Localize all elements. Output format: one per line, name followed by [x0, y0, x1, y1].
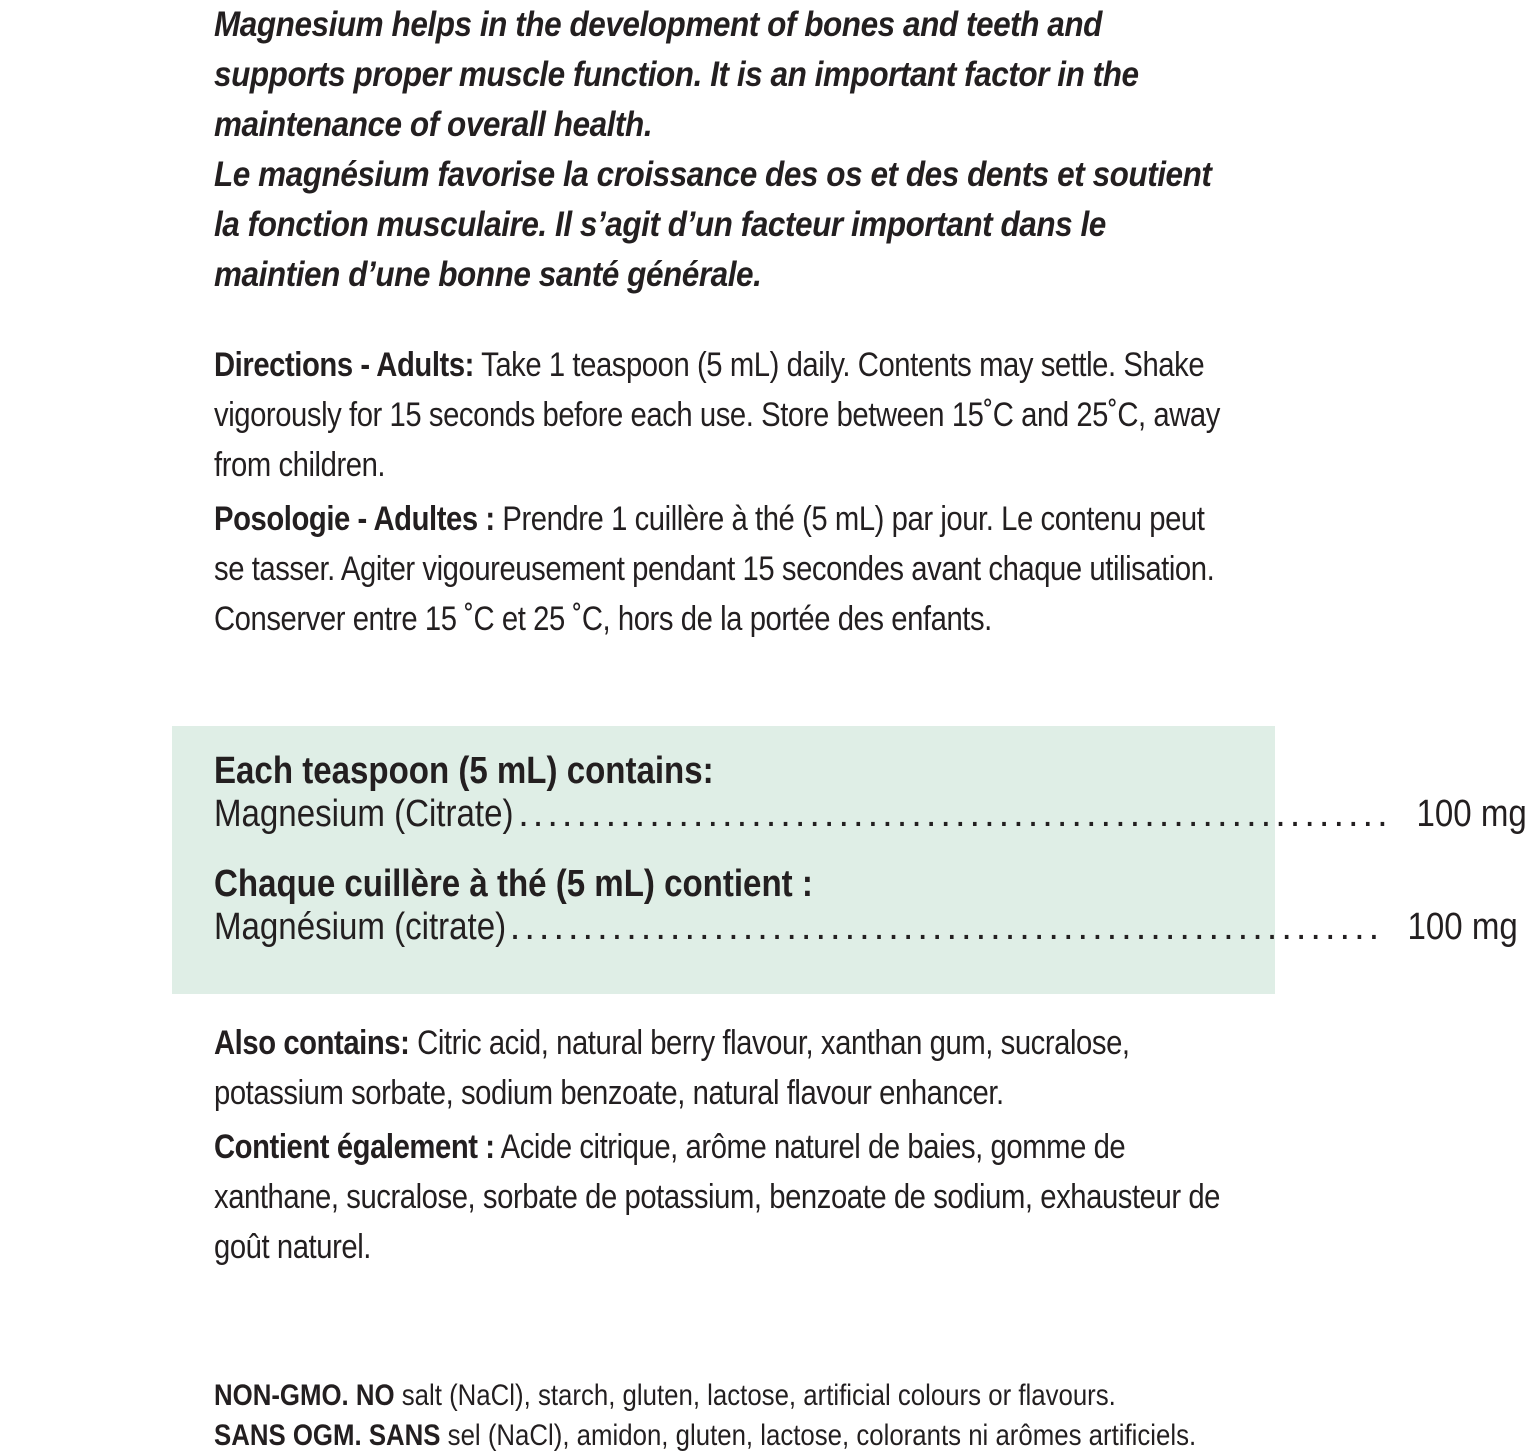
- free-from-french: [214, 1416, 1246, 1456]
- also-contains-english: [214, 1018, 1237, 1118]
- intro-french: Le magnésium favorise la croissance des os et des dents et soutient la fonction musculaire. Il s’agit d’un facteur important dans le maintien d’une bonne santé générale.: [214, 155, 1212, 294]
- contains-section-french: [214, 863, 1518, 949]
- ingredient-amount-french: 100 mg: [1407, 906, 1518, 948]
- contains-heading-english: Each teaspoon (5 mL) contains:: [214, 750, 714, 792]
- directions-french-text: Prendre 1 cuillère à thé (5 mL) par jour. Le contenu peut se tasser. Agiter vigoureusement pendant 15 secondes avant chaque utilisation. Conserver entre 15 ˚C et 25 ˚C, hors de la portée des enfants.: [214, 500, 1215, 638]
- leader-dots: ............................................................: [509, 906, 1384, 948]
- free-from-english: [214, 1376, 1246, 1416]
- ingredient-name-english: Magnesium (Citrate): [214, 793, 514, 835]
- also-contains-english-label: Also contains:: [214, 1024, 410, 1062]
- ingredient-row-french: [214, 906, 1518, 949]
- contains-heading-french: Chaque cuillère à thé (5 mL) contient :: [214, 863, 813, 905]
- also-contains-french-label: Contient également :: [214, 1128, 495, 1166]
- contains-section-english: [214, 750, 1526, 836]
- leader-dots: ............................................................: [518, 793, 1392, 835]
- also-contains-section: [214, 1018, 1237, 1276]
- intro-english: Magnesium helps in the development of bones and teeth and supports proper muscle function. It is an important factor in the maintenance of overall health.: [214, 5, 1139, 144]
- free-from-french-text: sel (NaCl), amidon, gluten, lactose, colorants ni arômes artificiels.: [440, 1419, 1197, 1452]
- ingredient-row-english: [214, 793, 1526, 836]
- directions-english: [214, 340, 1237, 490]
- directions-french: [214, 494, 1237, 644]
- intro-section: [214, 0, 1240, 300]
- free-from-english-label: NON-GMO. NO: [214, 1379, 395, 1412]
- directions-english-label: Directions - Adults:: [214, 346, 474, 384]
- free-from-french-label: SANS OGM. SANS: [214, 1419, 441, 1452]
- free-from-english-text: salt (NaCl), starch, gluten, lactose, artificial colours or flavours.: [394, 1379, 1116, 1412]
- directions-english-text: Take 1 teaspoon (5 mL) daily. Contents may settle. Shake vigorously for 15 seconds before each use. Store between 15˚C and 25˚C, away from children.: [214, 346, 1220, 484]
- ingredient-amount-english: 100 mg: [1416, 793, 1526, 835]
- ingredient-name-french: Magnésium (citrate): [214, 906, 507, 948]
- also-contains-french-text: Acide citrique, arôme naturel de baies, gomme de xanthane, sucralose, sorbate de potassium, benzoate de sodium, exhausteur de goût naturel.: [214, 1128, 1220, 1266]
- directions-french-label: Posologie - Adultes :: [214, 500, 495, 538]
- free-from-section: [214, 1376, 1246, 1456]
- also-contains-english-text: Citric acid, natural berry flavour, xanthan gum, sucralose, potassium sorbate, sodium benzoate, natural flavour enhancer.: [214, 1024, 1130, 1112]
- directions-section: [214, 340, 1237, 648]
- also-contains-french: [214, 1122, 1237, 1272]
